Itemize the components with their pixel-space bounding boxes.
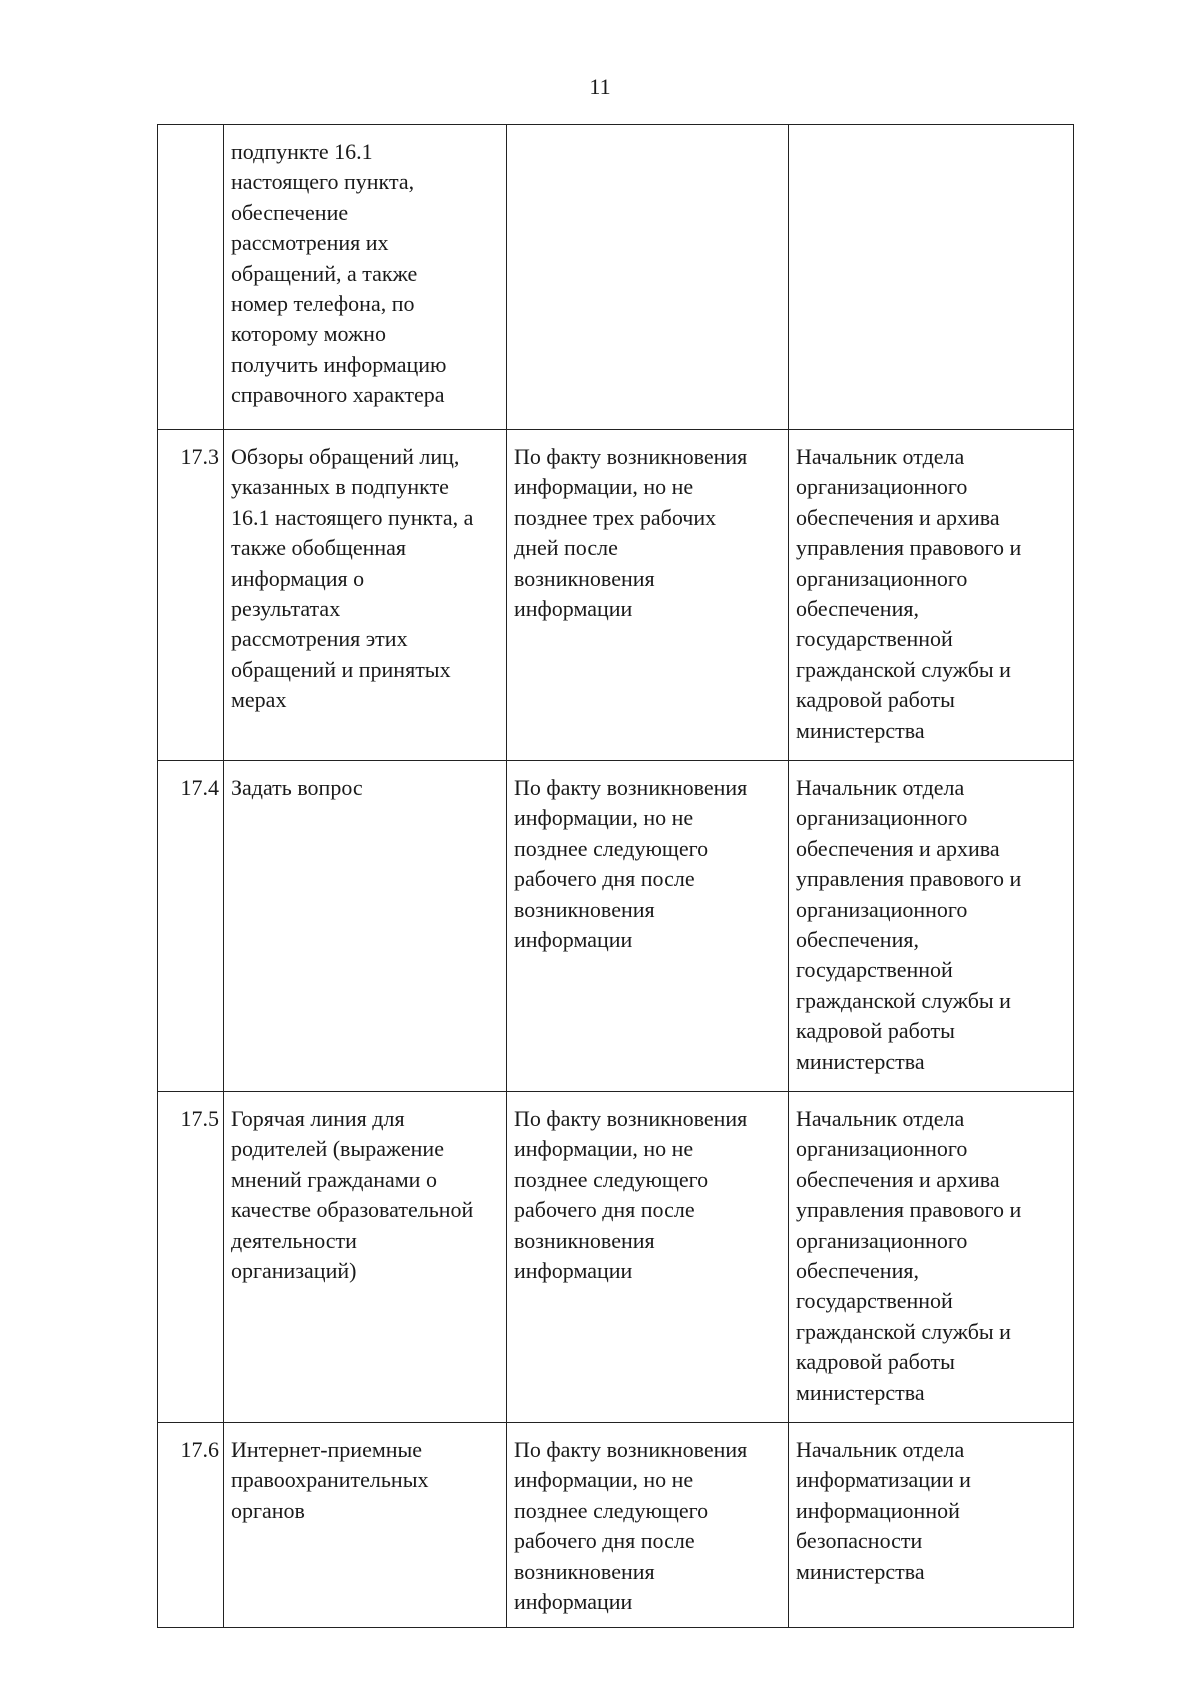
- row-name: Обзоры обращений лиц, указанных в подпункте 16.1 настоящего пункта, а также обобщенная информация о результатах рассмотрения этих обращений и принятых мерах: [224, 430, 507, 761]
- row-responsible: Начальник отдела информатизации и информационной безопасности министерства: [789, 1423, 1074, 1628]
- row-number: 17.4: [158, 761, 224, 1092]
- table-row: [158, 1423, 1074, 1628]
- row-responsible: Начальник отдела организационного обеспечения и архива управления правового и организационного обеспечения, государственной гражданской службы и кадровой работы министерства: [789, 1092, 1074, 1423]
- row-responsible: Начальник отдела организационного обеспечения и архива управления правового и организационного обеспечения, государственной гражданской службы и кадровой работы министерства: [789, 761, 1074, 1092]
- row-number: [158, 125, 224, 430]
- row-deadline: По факту возникновения информации, но не позднее следующего рабочего дня после возникновения информации: [507, 1423, 789, 1628]
- table-row: [158, 1092, 1074, 1423]
- table-row: [158, 761, 1074, 1092]
- row-responsible: [789, 125, 1074, 430]
- row-number: 17.5: [158, 1092, 224, 1423]
- row-responsible: Начальник отдела организационного обеспечения и архива управления правового и организационного обеспечения, государственной гражданской службы и кадровой работы министерства: [789, 430, 1074, 761]
- row-number: 17.3: [158, 430, 224, 761]
- table-row: [158, 430, 1074, 761]
- page-number: 11: [589, 74, 611, 99]
- row-name: подпункте 16.1 настоящего пункта, обеспечение рассмотрения их обращений, а также номер телефона, по которому можно получить информацию справочного характера: [224, 125, 507, 430]
- row-deadline: По факту возникновения информации, но не позднее следующего рабочего дня после возникновения информации: [507, 761, 789, 1092]
- row-name: Задать вопрос: [224, 761, 507, 1092]
- row-number: 17.6: [158, 1423, 224, 1628]
- row-name: Горячая линия для родителей (выражение мнений гражданами о качестве образовательной деятельности организаций): [224, 1092, 507, 1423]
- row-deadline: По факту возникновения информации, но не позднее трех рабочих дней после возникновения информации: [507, 430, 789, 761]
- row-deadline: По факту возникновения информации, но не позднее следующего рабочего дня после возникновения информации: [507, 1092, 789, 1423]
- table-row: [158, 125, 1074, 430]
- row-deadline: [507, 125, 789, 430]
- row-name: Интернет-приемные правоохранительных органов: [224, 1423, 507, 1628]
- document-table: [157, 124, 1074, 1628]
